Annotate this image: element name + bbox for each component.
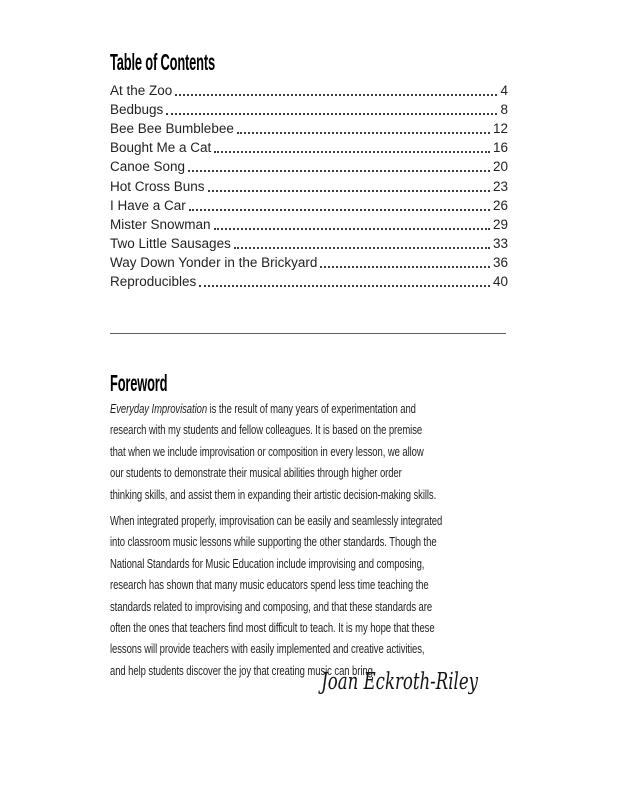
paragraph-line: into classroom music lessons while supporting the other standards. Though the	[110, 534, 437, 550]
toc-row	[110, 100, 508, 119]
toc-page-number: 20	[492, 159, 508, 175]
toc-entry-title: Bedbugs	[110, 102, 164, 118]
section-divider	[110, 333, 506, 334]
toc-row	[110, 119, 508, 138]
toc-leader-dots	[208, 190, 490, 192]
toc-leader-dots	[188, 170, 490, 172]
toc-entry-title: At the Zoo	[110, 83, 173, 99]
toc-leader-dots	[320, 266, 490, 268]
toc-page-number: 4	[500, 83, 508, 99]
book-title-italic: Everyday Improvisation	[110, 401, 208, 416]
toc-row	[110, 157, 508, 176]
toc-leader-dots	[175, 94, 497, 96]
toc-row	[110, 176, 508, 195]
toc-row	[110, 253, 508, 272]
toc-page-number: 12	[492, 121, 508, 137]
toc-entry-title: Mister Snowman	[110, 216, 211, 232]
toc-page-number: 40	[492, 274, 508, 290]
paragraph-line-text: is the result of many years of experimentation and	[207, 401, 416, 416]
paragraph-line: often the ones that teachers find most difficult to teach. It is my hope that these	[110, 620, 435, 636]
toc-page-number: 8	[500, 102, 508, 118]
foreword-heading: Foreword	[110, 370, 168, 396]
paragraph-line: that when we include improvisation or composition in every lesson, we allow	[110, 443, 424, 459]
toc-page-number: 26	[492, 197, 508, 213]
toc-leader-dots	[199, 285, 490, 287]
paragraph-line: thinking skills, and assist them in expanding their artistic decision-making skills.	[110, 486, 437, 502]
toc-row	[110, 81, 508, 100]
toc-page-number: 33	[492, 235, 508, 251]
toc-leader-dots	[237, 132, 490, 134]
paragraph-line: our students to demonstrate their musical abilities through higher order	[110, 465, 402, 481]
author-signature: Joan Eckroth-Riley	[321, 669, 478, 695]
toc-row	[110, 215, 508, 234]
toc-entry-title: Bee Bee Bumblebee	[110, 121, 234, 137]
toc-row	[110, 138, 508, 157]
foreword-paragraph-1	[110, 398, 508, 505]
toc-page-number: 16	[492, 140, 508, 156]
paragraph-line: research with my students and fellow colleagues. It is based on the premise	[110, 422, 423, 438]
toc-entry-title: Hot Cross Buns	[110, 178, 205, 194]
toc-entry-title: I Have a Car	[110, 197, 186, 213]
toc-entry-title: Reproducibles	[110, 274, 197, 290]
foreword-body	[110, 398, 508, 681]
paragraph-line: standards related to improvising and composing, and that these standards are	[110, 598, 433, 614]
toc-list	[110, 81, 508, 291]
paragraph-line: research has shown that many music educators spend less time teaching the	[110, 577, 429, 593]
paragraph-line: lessons will provide teachers with easily implemented and creative activities,	[110, 641, 425, 657]
paragraph-line	[110, 398, 508, 419]
toc-row	[110, 196, 508, 215]
toc-entry-title: Canoe Song	[110, 159, 186, 175]
toc-entry-title: Two Little Sausages	[110, 235, 231, 251]
toc-heading: Table of Contents	[110, 49, 215, 75]
toc-leader-dots	[214, 228, 490, 230]
toc-page-number: 23	[492, 178, 508, 194]
toc-page-number: 36	[492, 254, 508, 270]
toc-leader-dots	[234, 247, 490, 249]
foreword-paragraph-2	[110, 510, 508, 681]
toc-entry-title: Bought Me a Cat	[110, 140, 212, 156]
paragraph-line: National Standards for Music Education include improvising and composing,	[110, 555, 425, 571]
toc-leader-dots	[214, 151, 490, 153]
toc-leader-dots	[166, 113, 497, 115]
toc-row	[110, 234, 508, 253]
toc-page-number: 29	[492, 216, 508, 232]
toc-leader-dots	[189, 209, 490, 211]
toc-entry-title: Way Down Yonder in the Brickyard	[110, 254, 318, 270]
paragraph-line: and help students discover the joy that creating music can bring.	[110, 662, 376, 678]
toc-row	[110, 272, 508, 291]
paragraph-line: When integrated properly, improvisation can be easily and seamlessly integrated	[110, 513, 443, 529]
